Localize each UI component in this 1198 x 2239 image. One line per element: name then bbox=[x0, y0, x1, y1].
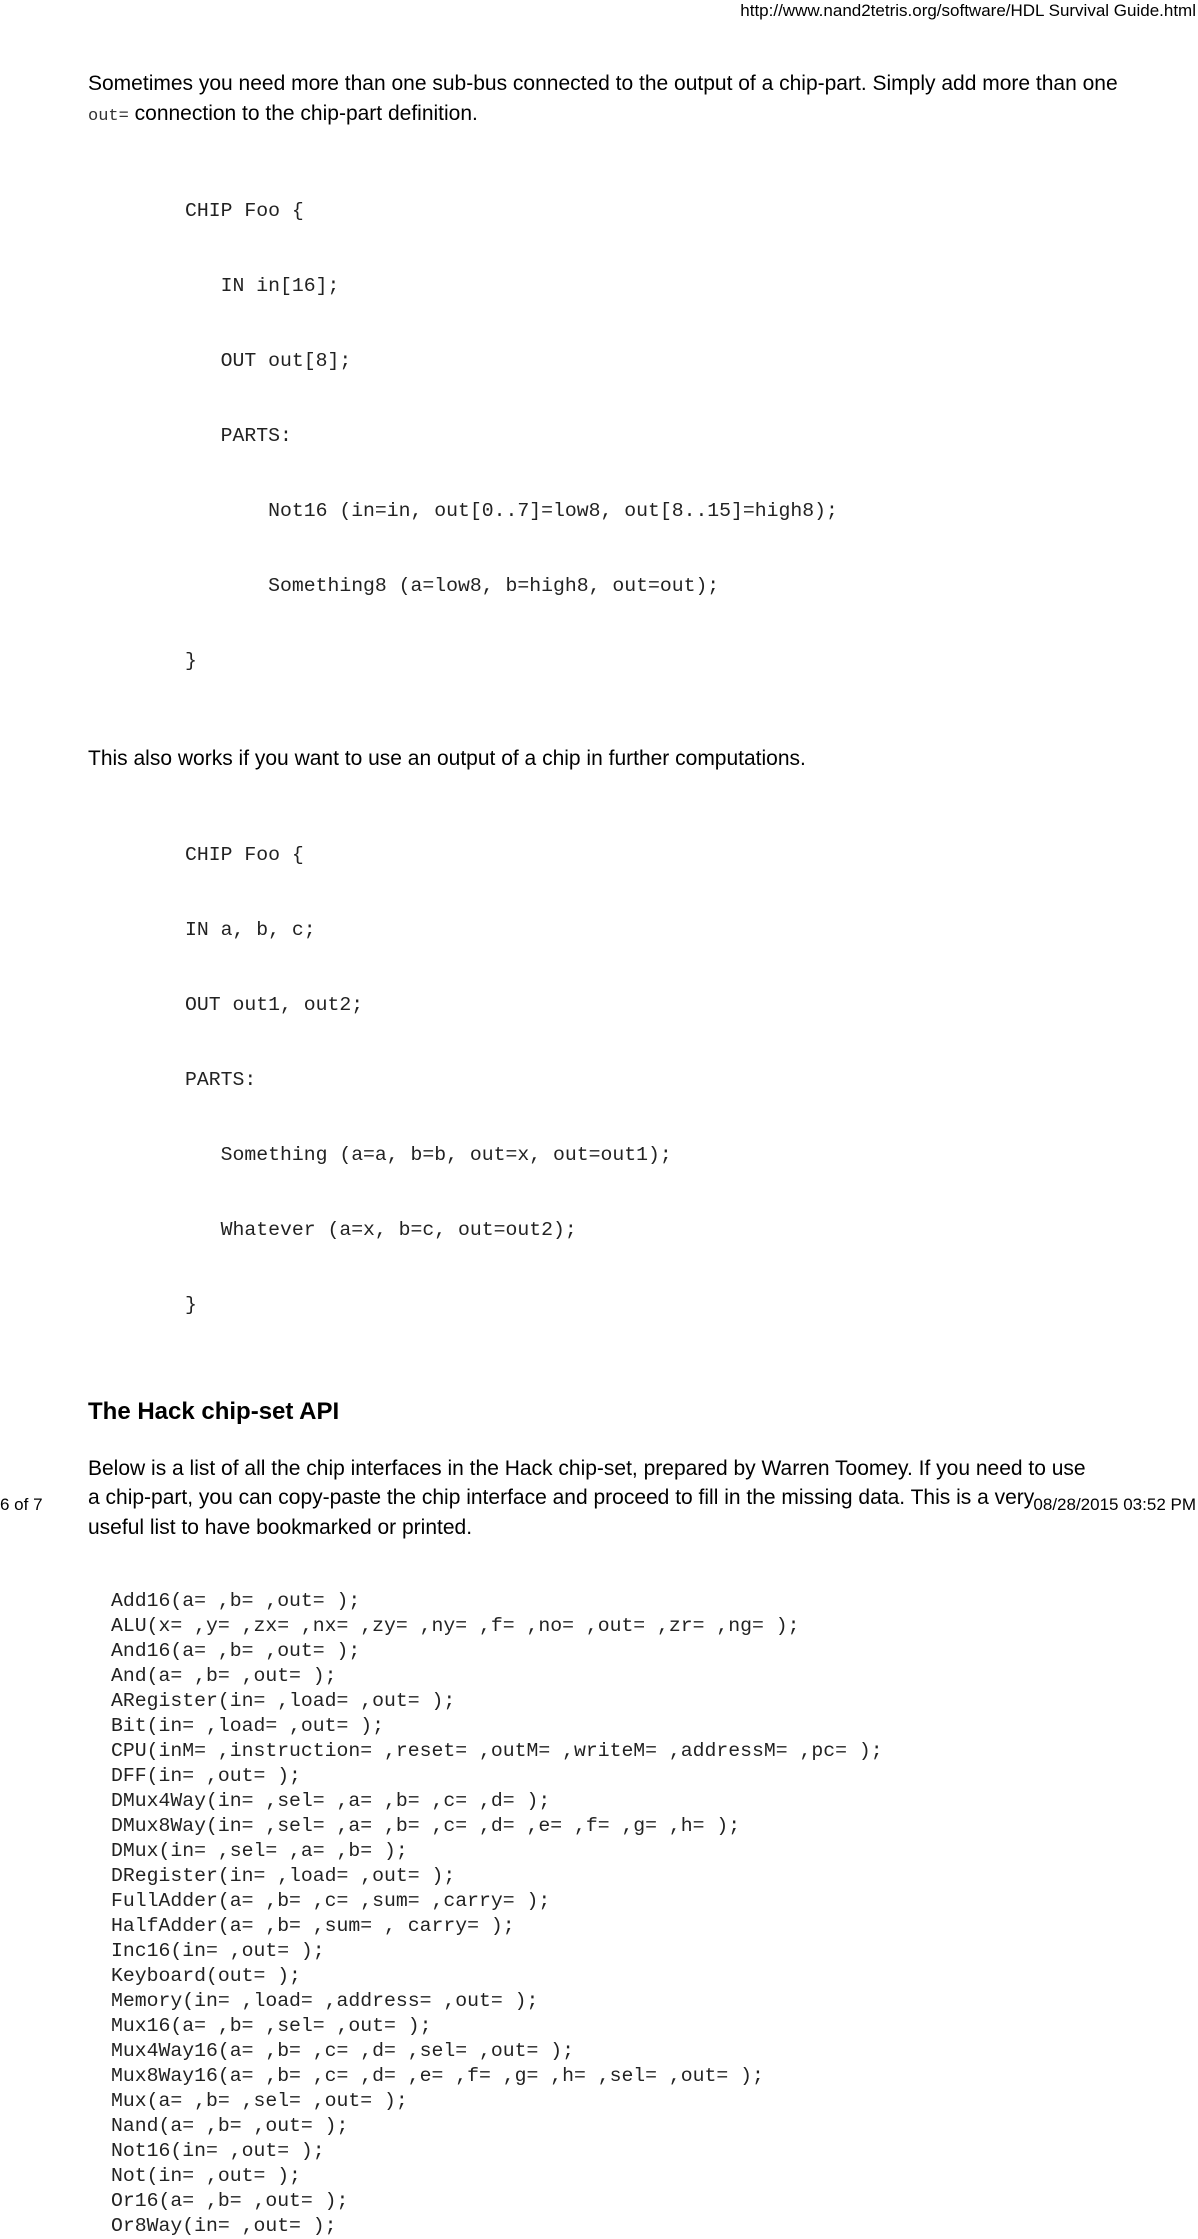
code-block-2 bbox=[185, 793, 1148, 1368]
code-line: CHIP Foo { bbox=[185, 200, 304, 222]
chip-interface-line: DFF(in= ,out= ); bbox=[111, 1765, 301, 1787]
page-url: http://www.nand2tetris.org/software/HDL Survival Guide.html bbox=[740, 1, 1196, 20]
paragraph-text: connection to the chip-part definition. bbox=[128, 101, 478, 125]
chip-interface-line: Mux16(a= ,b= ,sel= ,out= ); bbox=[111, 2015, 432, 2037]
code-line: PARTS: bbox=[185, 1068, 257, 1091]
paragraph-further-computations: This also works if you want to use an output of a chip in further computations. bbox=[88, 747, 806, 770]
page-footer bbox=[0, 1494, 1198, 1516]
chip-interface-line: Or8Way(in= ,out= ); bbox=[111, 2215, 337, 2237]
chip-interface-line: CPU(inM= ,instruction= ,reset= ,outM= ,writeM= ,addressM= ,pc= ); bbox=[111, 1740, 883, 1762]
page-content bbox=[88, 69, 1148, 2239]
chip-interface-line: FullAdder(a= ,b= ,c= ,sum= ,carry= ); bbox=[111, 1890, 551, 1912]
code-line: OUT out1, out2; bbox=[185, 993, 364, 1016]
chip-interface-line: Add16(a= ,b= ,out= ); bbox=[111, 1590, 361, 1612]
chip-interface-line: Mux(a= ,b= ,sel= ,out= ); bbox=[111, 2090, 408, 2112]
code-line: Whatever (a=x, b=c, out=out2); bbox=[185, 1218, 577, 1241]
code-line: } bbox=[185, 650, 197, 672]
page-number: 6 of 7 bbox=[0, 1495, 43, 1514]
print-datetime: 08/28/2015 03:52 PM bbox=[1033, 1495, 1196, 1514]
code-line: CHIP Foo { bbox=[185, 843, 304, 866]
code-line: Not16 (in=in, out[0..7]=low8, out[8..15]=high8); bbox=[185, 500, 838, 522]
code-line: OUT out[8]; bbox=[185, 350, 352, 372]
chip-interface-line: Memory(in= ,load= ,address= ,out= ); bbox=[111, 1990, 539, 2012]
chip-interface-line: And(a= ,b= ,out= ); bbox=[111, 1665, 337, 1687]
code-line: IN a, b, c; bbox=[185, 918, 316, 941]
chip-interface-line: HalfAdder(a= ,b= ,sum= , carry= ); bbox=[111, 1915, 515, 1937]
paragraph-chip-set-intro: Below is a list of all the chip interfaces in the Hack chip-set, prepared by Warren Toomey. If you need to use a chip-part, you can copy-paste the chip interface and proceed to fill in the missing data. This is a very useful list to have bookmarked or printed. bbox=[88, 1456, 1086, 1539]
chip-interface-line: DRegister(in= ,load= ,out= ); bbox=[111, 1865, 456, 1887]
chip-interface-line: Mux8Way16(a= ,b= ,c= ,d= ,e= ,f= ,g= ,h= ,sel= ,out= ); bbox=[111, 2065, 764, 2087]
chip-interface-line: Nand(a= ,b= ,out= ); bbox=[111, 2115, 349, 2137]
chip-interface-line: Not(in= ,out= ); bbox=[111, 2165, 301, 2187]
chip-interface-line: Or16(a= ,b= ,out= ); bbox=[111, 2190, 349, 2212]
chip-interface-line: Mux4Way16(a= ,b= ,c= ,d= ,sel= ,out= ); bbox=[111, 2040, 574, 2062]
code-line: IN in[16]; bbox=[185, 275, 340, 297]
chip-interface-line: Inc16(in= ,out= ); bbox=[111, 1940, 325, 1962]
paragraph-text: Sometimes you need more than one sub-bus connected to the output of a chip-part. Simply add more than one bbox=[88, 72, 1118, 95]
code-block-1 bbox=[185, 149, 1148, 724]
paragraph-sub-bus bbox=[88, 69, 1128, 131]
chip-interface-line: DMux4Way(in= ,sel= ,a= ,b= ,c= ,d= ); bbox=[111, 1790, 551, 1812]
chip-interface-line: Not16(in= ,out= ); bbox=[111, 2140, 325, 2162]
code-line: PARTS: bbox=[185, 425, 292, 447]
chip-interface-line: And16(a= ,b= ,out= ); bbox=[111, 1640, 361, 1662]
chip-interface-line: DMux(in= ,sel= ,a= ,b= ); bbox=[111, 1840, 408, 1862]
chip-interface-line: ALU(x= ,y= ,zx= ,nx= ,zy= ,ny= ,f= ,no= ,out= ,zr= ,ng= ); bbox=[111, 1615, 800, 1637]
chip-interface-line: ARegister(in= ,load= ,out= ); bbox=[111, 1690, 456, 1712]
section-heading: The Hack chip-set API bbox=[88, 1397, 340, 1425]
code-line: } bbox=[185, 1293, 197, 1316]
code-line: Something (a=a, b=b, out=x, out=out1); bbox=[185, 1143, 672, 1166]
chip-interface-line: Keyboard(out= ); bbox=[111, 1965, 301, 1987]
chip-interface-list bbox=[111, 1589, 1148, 2239]
chip-interface-line: Bit(in= ,load= ,out= ); bbox=[111, 1715, 385, 1737]
chip-interface-line: DMux8Way(in= ,sel= ,a= ,b= ,c= ,d= ,e= ,f= ,g= ,h= ); bbox=[111, 1815, 741, 1837]
code-line: Something8 (a=low8, b=high8, out=out); bbox=[185, 575, 720, 597]
inline-code: out= bbox=[88, 106, 129, 126]
